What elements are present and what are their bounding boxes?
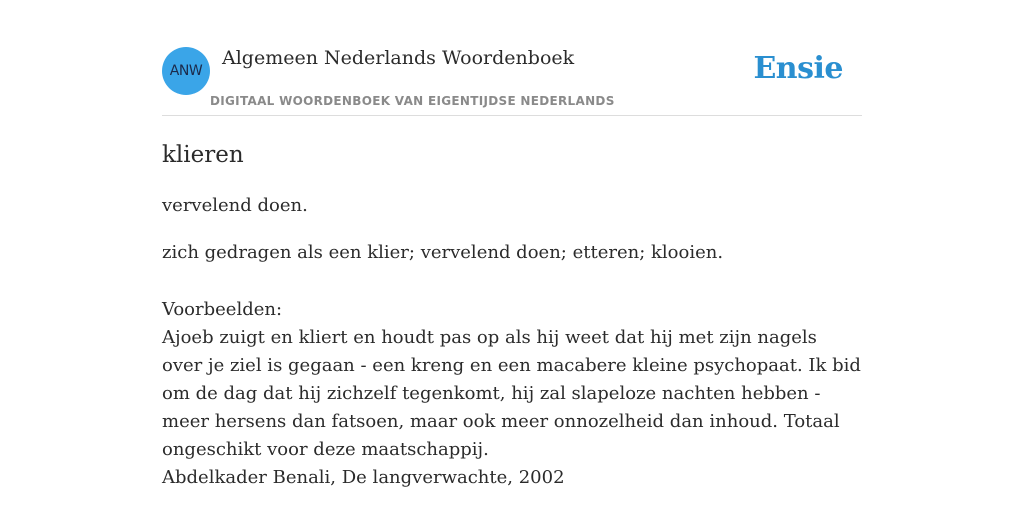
- logo-text: ANW: [169, 63, 203, 79]
- site-subtitle: DIGITAAL WOORDENBOEK VAN EIGENTIJDSE NEDERLANDS: [210, 94, 615, 108]
- entry-card: [162, 0, 862, 512]
- headword: klieren: [162, 142, 244, 168]
- examples-label: Voorbeelden:: [162, 299, 283, 320]
- site-title[interactable]: Algemeen Nederlands Woordenboek: [222, 47, 575, 69]
- short-definition: vervelend doen.: [162, 195, 308, 216]
- example-text: Ajoeb zuigt en kliert en houdt pas op als hij weet dat hij met zijn nagels over je ziel is gegaan - een kreng en een macabere kleine psychopaat. Ik bid om de dag dat hij zichzelf tegenkomt, hij zal slapeloze nachten hebben - meer hersens dan fatsoen, maar ook meer onnozelheid dan inhoud. Totaal ongeschikt voor deze maatschappij.: [162, 327, 861, 460]
- examples: [162, 296, 862, 492]
- header: [162, 0, 862, 116]
- definition: zich gedragen als een klier; vervelend doen; etteren; klooien.: [162, 242, 724, 263]
- anw-logo[interactable]: [162, 47, 210, 95]
- example-source: Abdelkader Benali, De langverwachte, 2002: [162, 467, 565, 488]
- ensie-brand-logo[interactable]: Ensie: [753, 51, 843, 86]
